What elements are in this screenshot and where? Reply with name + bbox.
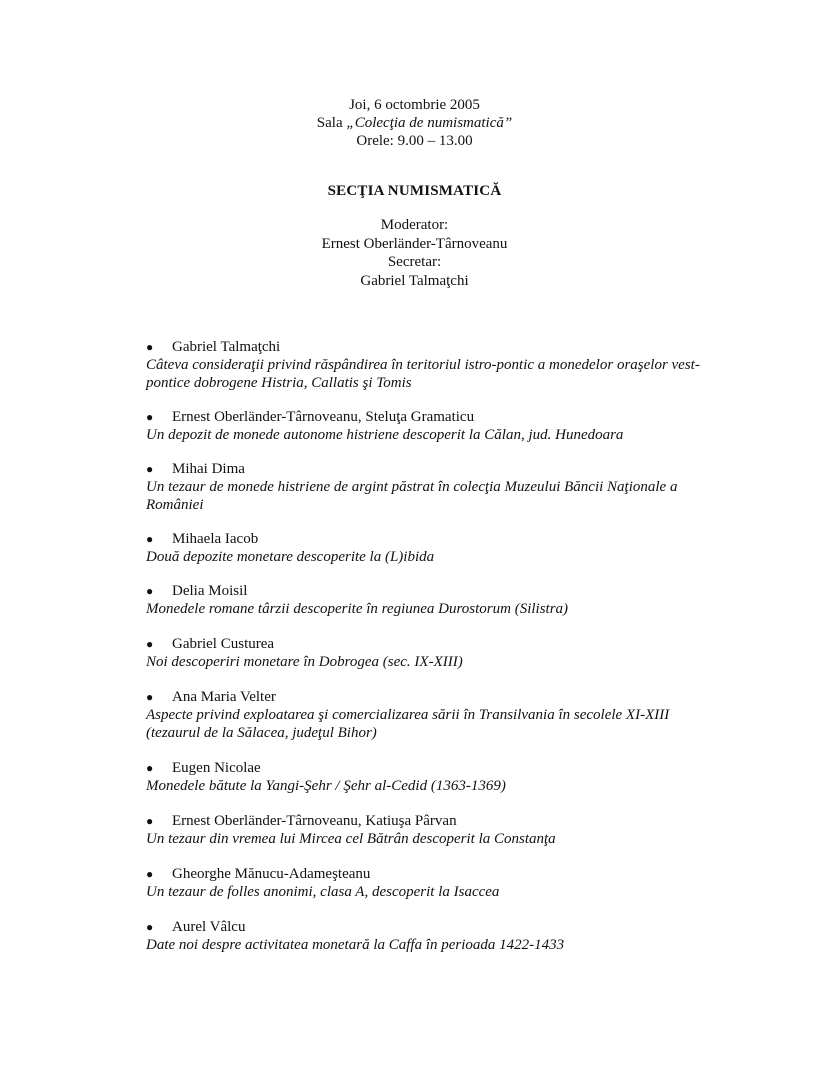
presenter-name-text: Mihaela Iacob: [172, 531, 259, 547]
bullet-icon: ●: [146, 920, 154, 934]
list-item: [146, 635, 726, 671]
presenter-name: [146, 812, 726, 830]
session-roles: [0, 216, 829, 290]
bullet-icon: ●: [146, 814, 154, 828]
presenter-name: [146, 759, 726, 777]
list-item: [146, 460, 726, 514]
bullet-icon: ●: [146, 410, 154, 424]
presenter-name-text: Gabriel Talmaţchi: [172, 339, 281, 355]
presentation-title: pontice dobrogene Histria, Callatis şi Tomis: [146, 375, 412, 391]
presenter-name-text: Mihai Dima: [172, 461, 245, 477]
list-item: [146, 918, 726, 954]
section-title: SECŢIA NUMISMATICĂ: [327, 183, 502, 199]
list-item: [146, 338, 726, 392]
list-item: [146, 865, 726, 901]
bullet-icon: ●: [146, 584, 154, 598]
presenter-name-text: Gheorghe Mănucu-Adameşteanu: [172, 866, 371, 882]
presentation-title: Un tezaur de folles anonimi, clasa A, descoperit la Isaccea: [146, 884, 500, 900]
bullet-icon: ●: [146, 761, 154, 775]
presenter-name: [146, 918, 726, 936]
presentation-title: Câteva consideraţii privind răspândirea în teritoriul istro-pontic a monedelor oraşelor vest-: [146, 357, 700, 373]
presenter-name-text: Ernest Oberländer-Târnoveanu, Katiuşa Pârvan: [172, 813, 457, 829]
list-item: [146, 812, 726, 848]
list-item: [146, 759, 726, 795]
presentation-title: Două depozite monetare descoperite la (L)ibida: [146, 549, 435, 565]
list-item: [146, 582, 726, 618]
presentation-title: Un tezaur de monede histriene de argint păstrat în colecţia Muzeului Băncii Naţionale a: [146, 479, 678, 495]
bullet-icon: ●: [146, 690, 154, 704]
presentation-title: Date noi despre activitatea monetară la Caffa în perioada 1422-1433: [146, 937, 565, 953]
secretary-name: Gabriel Talmaţchi: [360, 272, 469, 289]
room-name: „Colecţia de numismatică”: [346, 115, 513, 131]
presenter-name: [146, 338, 726, 356]
room-prefix: Sala: [316, 115, 347, 131]
presenter-name-text: Gabriel Custurea: [172, 636, 275, 652]
presentation-title: Monedele bătute la Yangi-Şehr / Şehr al-Cedid (1363-1369): [146, 778, 506, 794]
presentation-title: României: [146, 497, 204, 513]
list-item: [146, 688, 726, 742]
presenter-name: [146, 582, 726, 600]
list-item: [146, 408, 726, 444]
moderator-name: Ernest Oberländer-Târnoveanu: [321, 235, 508, 252]
bullet-icon: ●: [146, 637, 154, 651]
presentation-title: Monedele romane târzii descoperite în regiunea Durostorum (Silistra): [146, 601, 569, 617]
presentation-title: (tezaurul de la Sălacea, judeţul Bihor): [146, 725, 377, 741]
presenter-name: [146, 408, 726, 426]
presenter-name: [146, 460, 726, 478]
session-room: [0, 114, 829, 132]
presenter-name: [146, 688, 726, 706]
bullet-icon: ●: [146, 532, 154, 546]
secretary-label: Secretar:: [387, 254, 442, 270]
bullet-icon: ●: [146, 462, 154, 476]
presenter-name-text: Delia Moisil: [172, 583, 248, 599]
presentation-title: Noi descoperiri monetare în Dobrogea (sec. IX-XIII): [146, 654, 463, 670]
presenter-name-text: Ana Maria Velter: [172, 689, 276, 705]
bullet-icon: ●: [146, 867, 154, 881]
presenter-name: [146, 530, 726, 548]
session-hours: Orele: 9.00 – 13.00: [356, 133, 473, 149]
presenter-name-text: Ernest Oberländer-Târnoveanu, Steluţa Gramaticu: [172, 409, 475, 425]
presentation-title: Aspecte privind exploatarea şi comercializarea sării în Transilvania în secolele XI-XIII: [146, 707, 670, 723]
presentation-title: Un tezaur din vremea lui Mircea cel Bătrân descoperit la Constanţa: [146, 831, 556, 847]
moderator-label: Moderator:: [380, 217, 449, 233]
session-date: Joi, 6 octombrie 2005: [349, 97, 480, 113]
presentation-title: Un depozit de monede autonome histriene descoperit la Călan, jud. Hunedoara: [146, 427, 624, 443]
list-item: [146, 530, 726, 566]
presenter-name-text: Aurel Vâlcu: [172, 919, 246, 935]
bullet-icon: ●: [146, 340, 154, 354]
presenter-name-text: Eugen Nicolae: [172, 760, 261, 776]
presenter-name: [146, 865, 726, 883]
presentation-list: [146, 338, 726, 954]
presenter-name: [146, 635, 726, 653]
session-header: [0, 96, 829, 150]
